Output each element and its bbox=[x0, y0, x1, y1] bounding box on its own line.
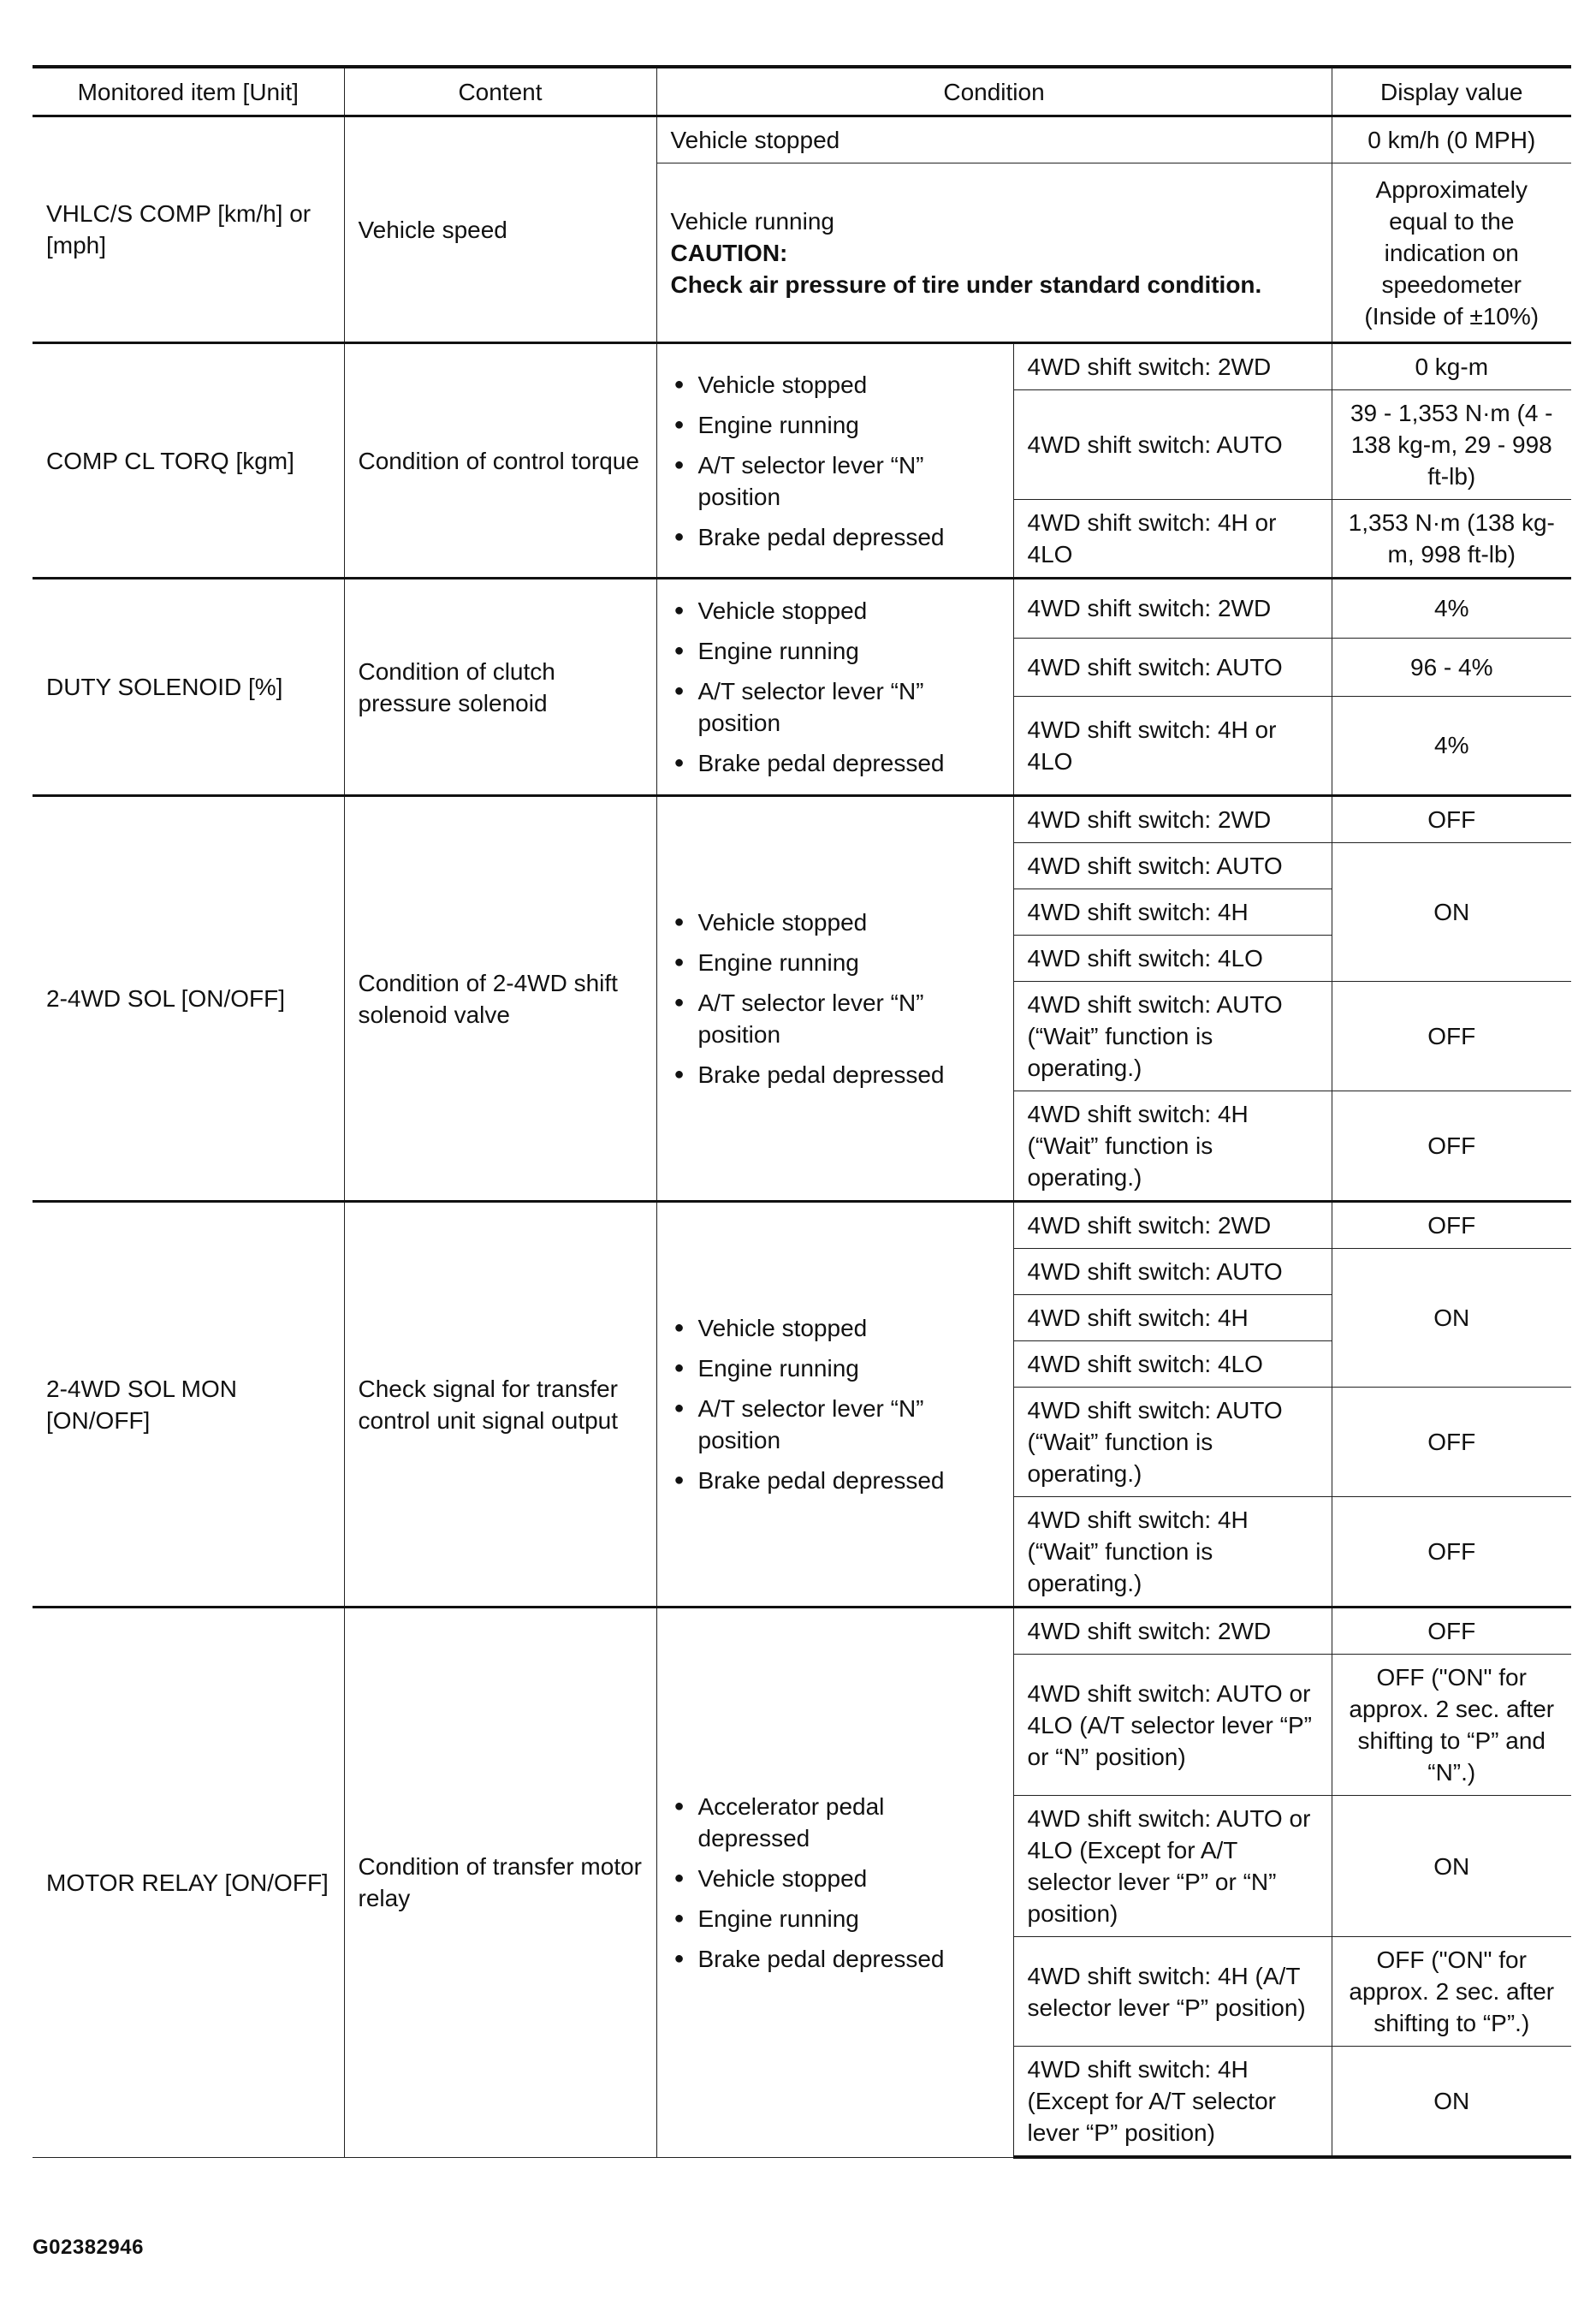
condition-list-cell bbox=[656, 343, 1013, 579]
display-value-cell: 0 kg-m bbox=[1332, 343, 1571, 390]
item-cell: 2-4WD SOL MON [ON/OFF] bbox=[33, 1202, 344, 1608]
condition-list-item: ● Brake pedal depressed bbox=[671, 1465, 1000, 1496]
condition-list-item: ● Vehicle stopped bbox=[671, 369, 1000, 401]
item-cell: COMP CL TORQ [kgm] bbox=[33, 343, 344, 579]
bullet-icon: ● bbox=[673, 1908, 685, 1928]
display-value-cell: OFF ("ON" for approx. 2 sec. after shifting to “P”.) bbox=[1332, 1937, 1571, 2047]
header-content: Content bbox=[344, 67, 656, 116]
condition-list-item: ● Brake pedal depressed bbox=[671, 747, 1000, 779]
caution-title: CAUTION: bbox=[670, 239, 788, 266]
condition-list-item: ● Engine running bbox=[671, 947, 1000, 978]
bullet-icon: ● bbox=[673, 414, 685, 434]
shift-switch-cell: 4WD shift switch: 2WD bbox=[1013, 1202, 1332, 1249]
bullet-icon: ● bbox=[673, 455, 685, 474]
condition-cell bbox=[656, 163, 1332, 343]
item-cell: VHLC/S COMP [km/h] or [mph] bbox=[33, 116, 344, 343]
bullet-icon: ● bbox=[673, 681, 685, 700]
bullet-icon: ● bbox=[673, 1868, 685, 1887]
condition-list-item: ● Vehicle stopped bbox=[671, 595, 1000, 627]
content-cell: Condition of control torque bbox=[344, 343, 656, 579]
shift-switch-cell: 4WD shift switch: AUTO (“Wait” function is operating.) bbox=[1013, 1388, 1332, 1497]
bullet-icon: ● bbox=[673, 374, 685, 394]
bullet-icon: ● bbox=[673, 1796, 685, 1816]
display-value-cell: 39 - 1,353 N·m (4 - 138 kg-m, 29 - 998 ft-lb) bbox=[1332, 390, 1571, 500]
bullet-icon: ● bbox=[673, 953, 685, 972]
condition-list-cell bbox=[656, 1202, 1013, 1608]
condition-list-item: ● Engine running bbox=[671, 1903, 1000, 1935]
caution-text: Check air pressure of tire under standard condition. bbox=[670, 270, 1262, 298]
condition-list-item: ● Engine running bbox=[671, 409, 1000, 441]
shift-switch-cell: 4WD shift switch: AUTO or 4LO (Except for A/T selector lever “P” or “N” position) bbox=[1013, 1796, 1332, 1937]
condition-list-item: ● Vehicle stopped bbox=[671, 1312, 1000, 1344]
bullet-icon: ● bbox=[673, 601, 685, 620]
monitor-item-table bbox=[33, 65, 1571, 2159]
display-value-cell: OFF bbox=[1332, 1091, 1571, 1202]
shift-switch-cell: 4WD shift switch: 4H or 4LO bbox=[1013, 500, 1332, 579]
condition-list-item: ● Brake pedal depressed bbox=[671, 1059, 1000, 1091]
header-monitored-item: Monitored item [Unit] bbox=[33, 67, 344, 116]
condition-list-item: ● A/T selector lever “N” position bbox=[671, 449, 1000, 513]
shift-switch-cell: 4WD shift switch: 2WD bbox=[1013, 343, 1332, 390]
display-value-cell: OFF bbox=[1332, 1202, 1571, 1249]
display-value-cell: ON bbox=[1332, 1796, 1571, 1937]
condition-list-cell bbox=[656, 1608, 1013, 2158]
display-value-cell: 1,353 N·m (138 kg-m, 998 ft-lb) bbox=[1332, 500, 1571, 579]
shift-switch-cell: 4WD shift switch: AUTO or 4LO (A/T selector lever “P” or “N” position) bbox=[1013, 1655, 1332, 1796]
content-cell: Vehicle speed bbox=[344, 116, 656, 343]
bullet-icon: ● bbox=[673, 526, 685, 546]
table-row bbox=[33, 343, 1571, 390]
table-row bbox=[33, 796, 1571, 843]
condition-list bbox=[671, 1791, 1000, 1975]
condition-cell: Vehicle stopped bbox=[656, 116, 1332, 163]
display-value-cell: Approximately equal to the indication on speedometer (Inside of ±10%) bbox=[1332, 163, 1571, 343]
bullet-icon: ● bbox=[673, 753, 685, 772]
condition-list-cell bbox=[656, 796, 1013, 1202]
bullet-icon: ● bbox=[673, 1948, 685, 1968]
display-value-cell: OFF bbox=[1332, 1388, 1571, 1497]
condition-text: Vehicle running bbox=[670, 207, 834, 235]
display-value-cell: 96 - 4% bbox=[1332, 638, 1571, 696]
bullet-icon: ● bbox=[673, 1399, 685, 1417]
content-cell: Condition of transfer motor relay bbox=[344, 1608, 656, 2158]
display-value-cell: 0 km/h (0 MPH) bbox=[1332, 116, 1571, 163]
table-row bbox=[33, 116, 1571, 163]
shift-switch-cell: 4WD shift switch: 4H (A/T selector lever “P” position) bbox=[1013, 1937, 1332, 2047]
condition-list-cell bbox=[656, 579, 1013, 796]
shift-switch-cell: 4WD shift switch: AUTO bbox=[1013, 1249, 1332, 1295]
content-cell: Condition of 2-4WD shift solenoid valve bbox=[344, 796, 656, 1202]
shift-switch-cell: 4WD shift switch: 4H (“Wait” function is operating.) bbox=[1013, 1091, 1332, 1202]
condition-list-item: ● Brake pedal depressed bbox=[671, 521, 1000, 553]
bullet-icon: ● bbox=[673, 993, 685, 1012]
item-cell: MOTOR RELAY [ON/OFF] bbox=[33, 1608, 344, 2158]
condition-list-item: ● Vehicle stopped bbox=[671, 906, 1000, 938]
bullet-icon: ● bbox=[673, 1318, 685, 1337]
table-row bbox=[33, 579, 1571, 639]
monitor-item-table-container bbox=[33, 65, 1571, 2159]
condition-list-item: ● Engine running bbox=[671, 635, 1000, 667]
condition-list-item: ● A/T selector lever “N” position bbox=[671, 675, 1000, 739]
bullet-icon: ● bbox=[673, 1065, 685, 1084]
bullet-icon: ● bbox=[673, 1358, 685, 1377]
shift-switch-cell: 4WD shift switch: 4H bbox=[1013, 889, 1332, 936]
shift-switch-cell: 4WD shift switch: AUTO bbox=[1013, 390, 1332, 500]
shift-switch-cell: 4WD shift switch: 4H (“Wait” function is operating.) bbox=[1013, 1497, 1332, 1608]
display-value-cell: ON bbox=[1332, 843, 1571, 982]
display-value-cell: ON bbox=[1332, 2047, 1571, 2158]
condition-list-item: ● A/T selector lever “N” position bbox=[671, 987, 1000, 1050]
bullet-icon: ● bbox=[673, 912, 685, 931]
display-value-cell: 4% bbox=[1332, 579, 1571, 639]
display-value-cell: OFF bbox=[1332, 796, 1571, 843]
condition-list-item: ● A/T selector lever “N” position bbox=[671, 1393, 1000, 1456]
display-value-cell: 4% bbox=[1332, 696, 1571, 795]
condition-list bbox=[671, 906, 1000, 1091]
condition-list-item: ● Brake pedal depressed bbox=[671, 1943, 1000, 1975]
condition-list bbox=[671, 1312, 1000, 1496]
condition-list-item: ● Engine running bbox=[671, 1352, 1000, 1384]
bullet-icon: ● bbox=[673, 641, 685, 660]
table-row bbox=[33, 1202, 1571, 1249]
shift-switch-cell: 4WD shift switch: AUTO (“Wait” function is operating.) bbox=[1013, 982, 1332, 1091]
display-value-cell: ON bbox=[1332, 1249, 1571, 1388]
header-display-value: Display value bbox=[1332, 67, 1571, 116]
item-cell: DUTY SOLENOID [%] bbox=[33, 579, 344, 796]
table-row bbox=[33, 1608, 1571, 1655]
shift-switch-cell: 4WD shift switch: 4LO bbox=[1013, 1341, 1332, 1388]
table-header-row bbox=[33, 67, 1571, 116]
display-value-cell: OFF bbox=[1332, 982, 1571, 1091]
condition-list-item: ● Accelerator pedal depressed bbox=[671, 1791, 1000, 1854]
content-cell: Condition of clutch pressure solenoid bbox=[344, 579, 656, 796]
shift-switch-cell: 4WD shift switch: 4LO bbox=[1013, 936, 1332, 982]
condition-list bbox=[671, 369, 1000, 553]
display-value-cell: OFF bbox=[1332, 1497, 1571, 1608]
shift-switch-cell: 4WD shift switch: 2WD bbox=[1013, 579, 1332, 639]
figure-id-label: G02382946 bbox=[33, 2236, 144, 2259]
display-value-cell: OFF bbox=[1332, 1608, 1571, 1655]
shift-switch-cell: 4WD shift switch: AUTO bbox=[1013, 843, 1332, 889]
shift-switch-cell: 4WD shift switch: 4H or 4LO bbox=[1013, 696, 1332, 795]
shift-switch-cell: 4WD shift switch: 2WD bbox=[1013, 796, 1332, 843]
condition-list bbox=[671, 595, 1000, 779]
shift-switch-cell: 4WD shift switch: 4H (Except for A/T selector lever “P” position) bbox=[1013, 2047, 1332, 2158]
shift-switch-cell: 4WD shift switch: AUTO bbox=[1013, 638, 1332, 696]
content-cell: Check signal for transfer control unit signal output bbox=[344, 1202, 656, 1608]
header-condition: Condition bbox=[656, 67, 1332, 116]
shift-switch-cell: 4WD shift switch: 2WD bbox=[1013, 1608, 1332, 1655]
shift-switch-cell: 4WD shift switch: 4H bbox=[1013, 1295, 1332, 1341]
display-value-cell: OFF ("ON" for approx. 2 sec. after shifting to “P” and “N”.) bbox=[1332, 1655, 1571, 1796]
condition-list-item: ● Vehicle stopped bbox=[671, 1863, 1000, 1894]
item-cell: 2-4WD SOL [ON/OFF] bbox=[33, 796, 344, 1202]
bullet-icon: ● bbox=[673, 1471, 685, 1489]
